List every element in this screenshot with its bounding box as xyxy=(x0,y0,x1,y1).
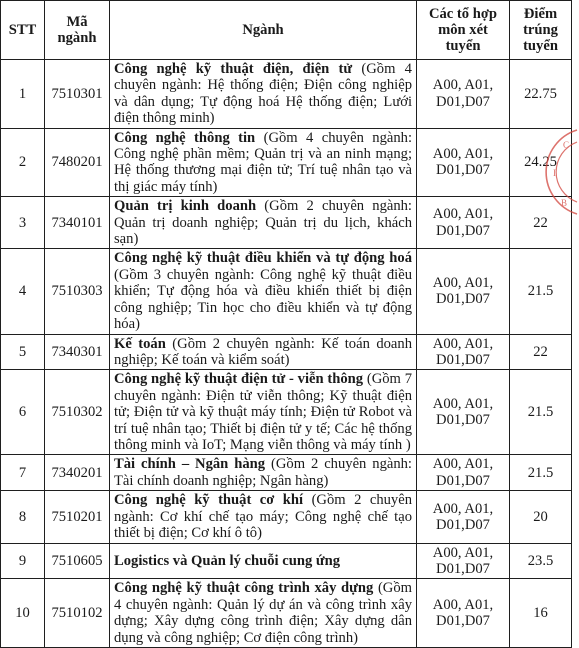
major-code: 7510303 xyxy=(45,249,110,334)
row-number: 3 xyxy=(1,197,45,249)
major-name: Công nghệ kỹ thuật điện, điện tử xyxy=(114,61,353,77)
table-row xyxy=(1,60,572,129)
subject-combinations: A00, A01, D01,D07 xyxy=(417,128,510,197)
major-name: Kế toán xyxy=(114,335,166,352)
subject-combinations: A00, A01, D01,D07 xyxy=(417,249,510,334)
major-code: 7480201 xyxy=(45,128,110,197)
seal-letter: I xyxy=(553,168,556,178)
admission-score: 23.5 xyxy=(510,543,572,579)
subject-combinations: A00, A01, D01,D07 xyxy=(417,543,510,579)
major-code: 7510605 xyxy=(45,543,110,579)
admission-score: 24.25 xyxy=(510,128,572,197)
major-cell xyxy=(110,334,417,370)
major-cell xyxy=(110,128,417,197)
table-row xyxy=(1,128,572,197)
row-number: 10 xyxy=(1,579,45,648)
row-number: 8 xyxy=(1,491,45,543)
table-row xyxy=(1,543,572,579)
subject-combinations: A00, A01, D01,D07 xyxy=(417,491,510,543)
admission-score: 16 xyxy=(510,579,572,648)
table-row xyxy=(1,455,572,491)
major-code: 7510201 xyxy=(45,491,110,543)
major-name: Công nghệ kỹ thuật điện tử - viễn thông xyxy=(114,371,364,388)
subject-combinations: A00, A01, D01,D07 xyxy=(417,334,510,370)
row-number: 4 xyxy=(1,249,45,334)
major-name: Logistics và Quản lý chuỗi cung ứng xyxy=(114,552,341,569)
major-name: Công nghệ kỹ thuật cơ khí xyxy=(114,492,304,509)
major-cell xyxy=(110,455,417,491)
subject-combinations: A00, A01, D01,D07 xyxy=(417,455,510,491)
subject-combinations: A00, A01, D01,D07 xyxy=(417,60,510,129)
major-cell xyxy=(110,60,417,129)
header-stt: STT xyxy=(1,1,45,60)
major-cell xyxy=(110,370,417,455)
major-detail: (Gồm 4 chuyên ngành: Hệ thống điện; Điện công nghiệp và dân dụng; Tự động hoá Hệ thống điện; Lưới điện thông minh) xyxy=(114,61,412,127)
major-code: 7340101 xyxy=(45,197,110,249)
major-name: Quản trị kinh doanh xyxy=(114,198,257,215)
major-cell xyxy=(110,491,417,543)
major-detail: (Gồm 4 chuyên ngành: Quản lý dự án và công trình xây dựng; Xây dựng công trình điện; Xây dựng dân dụng và công nghiệp; Cơ điện công trình) xyxy=(114,580,412,646)
admission-score: 21.5 xyxy=(510,249,572,334)
admission-score: 22 xyxy=(510,197,572,249)
row-number: 2 xyxy=(1,128,45,197)
row-number: 9 xyxy=(1,543,45,579)
major-code: 7340301 xyxy=(45,334,110,370)
major-cell xyxy=(110,197,417,249)
table-row xyxy=(1,491,572,543)
header-row xyxy=(1,1,572,60)
admission-score: 21.5 xyxy=(510,455,572,491)
subject-combinations: A00, A01, D01,D07 xyxy=(417,197,510,249)
major-detail: (Gồm 2 chuyên ngành: Quản trị doanh nghiệp; Quản trị du lịch, khách sạn) xyxy=(114,198,412,248)
table-row xyxy=(1,579,572,648)
row-number: 7 xyxy=(1,455,45,491)
major-code: 7510301 xyxy=(45,60,110,129)
table-row xyxy=(1,197,572,249)
admission-score: 20 xyxy=(510,491,572,543)
major-cell xyxy=(110,579,417,648)
admission-score: 22.75 xyxy=(510,60,572,129)
table-body xyxy=(1,60,572,648)
header-major-code: Mã ngành xyxy=(45,1,110,60)
seal-letter: B xyxy=(561,198,568,208)
subject-combinations: A00, A01, D01,D07 xyxy=(417,579,510,648)
major-detail: (Gồm 7 chuyên ngành: Điện tử viễn thông; Kỹ thuật điện tử; Điện tử và kỹ thuật máy tính; Điện tử Robot và trí tuệ nhân tạo; Thiết bị điện tử y tế; Các hệ thống thông minh và IoT; Mạng viễn thông và máy tính ) xyxy=(114,371,412,453)
header-major: Ngành xyxy=(110,1,417,60)
major-detail: (Gồm 2 chuyên ngành: Cơ khí chế tạo máy; Công nghệ chế tạo thiết bị điện; Cơ khí ô tô) xyxy=(114,492,412,542)
major-detail: (Gồm 3 chuyên ngành: Công nghệ kỹ thuật điều khiển; Tự động hóa và điều khiển thiết bị điện công nghiệp; Tin học cho điều khiển và tự động hóa) xyxy=(114,266,412,333)
table-header xyxy=(1,1,572,60)
major-cell xyxy=(110,249,417,334)
row-number: 1 xyxy=(1,60,45,129)
major-code: 7510302 xyxy=(45,370,110,455)
seal-letter: C xyxy=(563,140,570,150)
major-name: Tài chính – Ngân hàng xyxy=(114,456,266,473)
major-detail: (Gồm 2 chuyên ngành: Tài chính doanh nghiệp; Ngân hàng) xyxy=(114,456,412,489)
major-name: Công nghệ thông tin xyxy=(114,129,256,146)
major-code: 7340201 xyxy=(45,455,110,491)
table-row xyxy=(1,249,572,334)
major-name: Công nghệ kỹ thuật công trình xây dựng xyxy=(114,580,374,597)
major-cell xyxy=(110,543,417,579)
major-detail: (Gồm 2 chuyên ngành: Kế toán doanh nghiệp; Kế toán và kiểm soát) xyxy=(114,335,412,368)
header-subject-combinations: Các tổ hợp môn xét tuyển xyxy=(417,1,510,60)
table-row xyxy=(1,334,572,370)
major-code: 7510102 xyxy=(45,579,110,648)
header-admission-score: Điểm trúng tuyển xyxy=(510,1,572,60)
table-row xyxy=(1,370,572,455)
admission-score: 21.5 xyxy=(510,370,572,455)
row-number: 5 xyxy=(1,334,45,370)
row-number: 6 xyxy=(1,370,45,455)
subject-combinations: A00, A01, D01,D07 xyxy=(417,370,510,455)
admission-score: 22 xyxy=(510,334,572,370)
major-detail: (Gồm 4 chuyên ngành: Công nghệ phần mềm; Quản trị và an ninh mạng; Hệ thống thương mại điện tử; Trí tuệ nhân tạo và thị giác máy tính) xyxy=(114,129,412,195)
major-name: Công nghệ kỹ thuật điều khiển và tự động hoá xyxy=(114,250,412,267)
